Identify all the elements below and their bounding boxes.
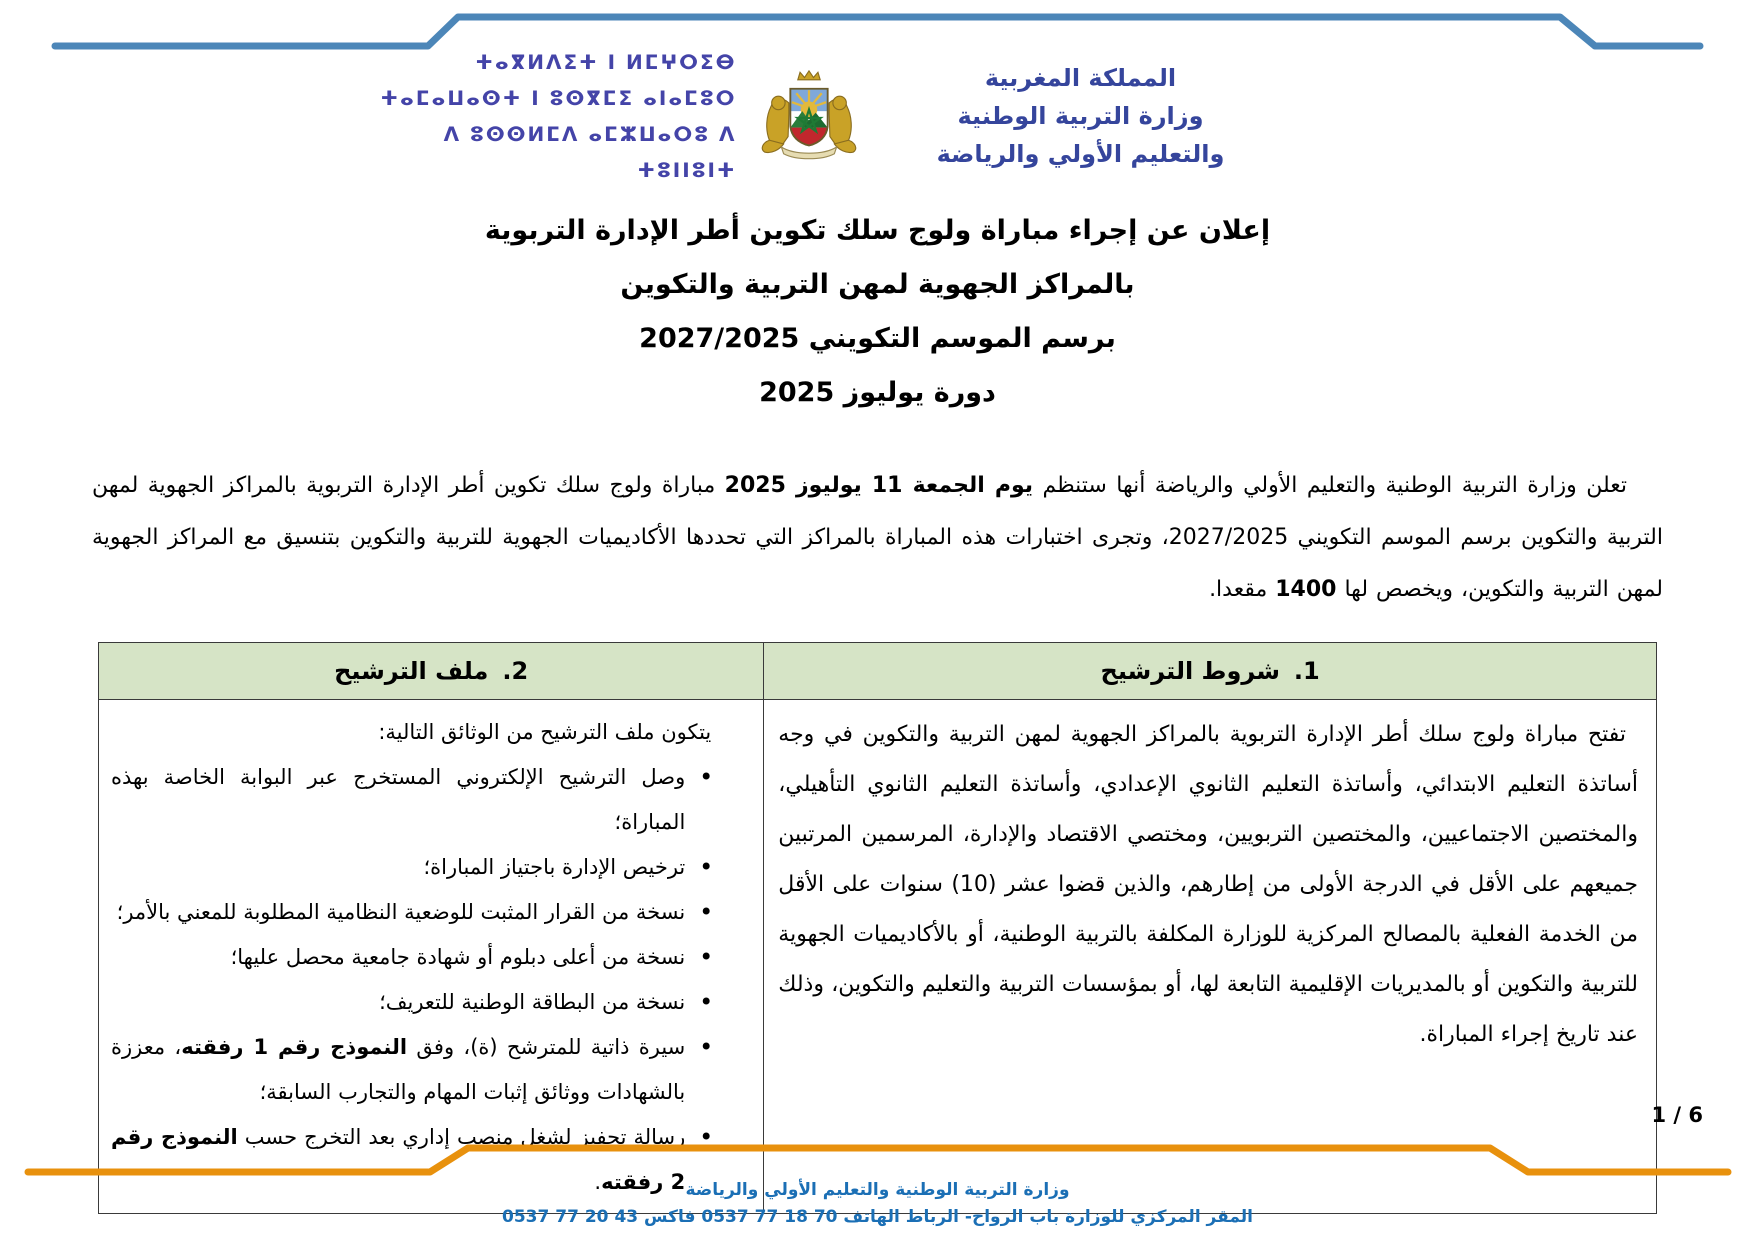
- seats-count: 1400: [1275, 577, 1337, 602]
- conditions-header-cell: [764, 643, 1657, 700]
- conditions-header-number: 1.: [1293, 657, 1320, 685]
- title-line-2: بالمراكز الجهوية لمهن التربية والتكوين: [620, 269, 1135, 300]
- conditions-header-label: شروط الترشيح: [1100, 657, 1280, 685]
- bullet-text: سيرة ذاتية للمترشح (ة)، وفق: [407, 1035, 686, 1059]
- intro-text-3: مقعدا.: [1209, 577, 1276, 602]
- intro-text-1: تعلن وزارة التربية الوطنية والتعليم الأولي والرياضة أنها ستنظم: [1033, 473, 1627, 498]
- tifinagh-line-2: ⵜⴰⵎⴰⵡⴰⵙⵜ ⵏ ⵓⵙⴳⵎⵉ ⴰⵏⴰⵎⵓⵔ: [380, 86, 737, 110]
- bullet-text: ترخيص الإدارة باجتياز المباراة؛: [423, 855, 686, 879]
- exam-date: يوم الجمعة 11 يوليوز 2025: [724, 473, 1034, 498]
- form-1-reference: النموذج رقم 1 رفقته: [181, 1035, 408, 1059]
- list-item: [111, 890, 713, 935]
- bullet-text: رسالة تحفيز لشغل منصب إداري بعد التخرج حسب: [237, 1125, 686, 1149]
- file-intro-line: يتكون ملف الترشيح من الوثائق التالية:: [378, 720, 712, 744]
- form-2-reference: النموذج رقم 2 رفقته: [111, 1125, 686, 1194]
- footer-ministry-line: وزارة التربية الوطنية والتعليم الأولي والرياضة: [685, 1180, 1070, 1200]
- conditions-and-file-table: [98, 642, 1657, 1214]
- list-item: [111, 980, 713, 1025]
- kingdom-line: المملكة المغربية: [984, 64, 1177, 92]
- list-item: [111, 845, 713, 890]
- title-line-1: إعلان عن إجراء مباراة ولوج سلك تكوين أطر الإدارة التربوية: [484, 215, 1271, 246]
- intro-text-2: مباراة ولوج سلك تكوين أطر الإدارة التربوية بالمراكز الجهوية لمهن التربية والتكوين برسم الموسم التكويني 2027/2025، وتجرى اختبارات هذه المباراة بالمراكز التي تحددها الأكاديميات الجهوية للتربية والتكوين بتنسيق مع المراكز الجهوية لمهن التربية والتكوين، ويخصص لها: [92, 473, 1663, 602]
- bullet-text: ، معززة بالشهادات ووثائق إثبات المهام والتجارب السابقة؛: [111, 1035, 686, 1104]
- conditions-text: تفتح مباراة ولوج سلك أطر الإدارة التربوية بالمراكز الجهوية لمهن التربية والتكوين في وجه أساتذة التعليم الابتدائي، وأساتذة التعليم الثانوي الإعدادي، وأساتذة التعليم الثانوي التأهيلي، والمختصين الاجتماعيين، والمختصين التربويين، ومختصي الاقتصاد والإدارة، المرسمين المرتبين جميعهم على الأقل في الدرجة الأولى من إطارهم، والذين قضوا عشر (10) سنوات على الأقل من الخدمة الفعلية بالمصالح المركزية للوزارة المكلفة بالتربية الوطنية، أو بالأكاديميات الجهوية للتربية والتكوين أو بالمديريات الإقليمية التابعة لها، أو بمؤسسات التربية والتعليم والتكوين، وذلك عند تاريخ إجراء المباراة.: [778, 722, 1638, 1047]
- morocco-coat-of-arms-icon: [753, 66, 865, 166]
- tifinagh-line-3: ⴷ ⵓⵙⵙⵍⵎⴷ ⴰⵎⵣⵡⴰⵔⵓ ⴷ ⵜⵓⵏⵏⵓⵏⵜ: [443, 122, 737, 182]
- list-item: [111, 755, 713, 845]
- table-body-row: [99, 700, 1657, 1214]
- page-number: 1 / 6: [1651, 1103, 1703, 1127]
- intro-paragraph: [92, 460, 1663, 616]
- title-line-4: دورة يوليوز 2025: [759, 377, 996, 408]
- footer-ribbon-decoration: [0, 1141, 1755, 1181]
- file-documents-list: [111, 755, 747, 1205]
- bullet-text: نسخة من أعلى دبلوم أو شهادة جامعية محصل عليها؛: [230, 945, 686, 969]
- file-header-label: ملف الترشيح: [334, 657, 489, 685]
- letterhead: [0, 0, 1700, 188]
- table-header-row: [99, 643, 1657, 700]
- tifinagh-line-1: ⵜⴰⴳⵍⴷⵉⵜ ⵏ ⵍⵎⵖⵔⵉⴱ: [475, 50, 737, 74]
- education-sports-line: والتعليم الأولي والرياضة: [936, 140, 1225, 168]
- file-header-number: 2.: [502, 657, 529, 685]
- file-documents-cell: [99, 700, 764, 1214]
- title-line-3: برسم الموسم التكويني 2027/2025: [639, 323, 1116, 354]
- announcement-title: [0, 204, 1755, 420]
- file-header-cell: [99, 643, 764, 700]
- list-item: [111, 1025, 713, 1115]
- ministry-line: وزارة التربية الوطنية: [957, 102, 1204, 130]
- bullet-text: نسخة من البطاقة الوطنية للتعريف؛: [379, 990, 686, 1014]
- footer-address-line: المقر المركزي للوزارة باب الرواح- الرباط الهاتف 70 18 77 0537 فاكس 43 20 77 0537: [502, 1207, 1253, 1227]
- bullet-text: وصل الترشيح الإلكتروني المستخرج عبر البوابة الخاصة بهذه المباراة؛: [111, 765, 686, 834]
- bullet-text: .: [594, 1170, 602, 1194]
- conditions-text-cell: [764, 700, 1657, 1214]
- bullet-text: نسخة من القرار المثبت للوضعية النظامية المطلوبة للمعني بالأمر؛: [116, 900, 686, 924]
- ministry-name-tifinagh: [365, 44, 737, 188]
- list-item: [111, 935, 713, 980]
- ministry-name-arabic: [881, 59, 1281, 173]
